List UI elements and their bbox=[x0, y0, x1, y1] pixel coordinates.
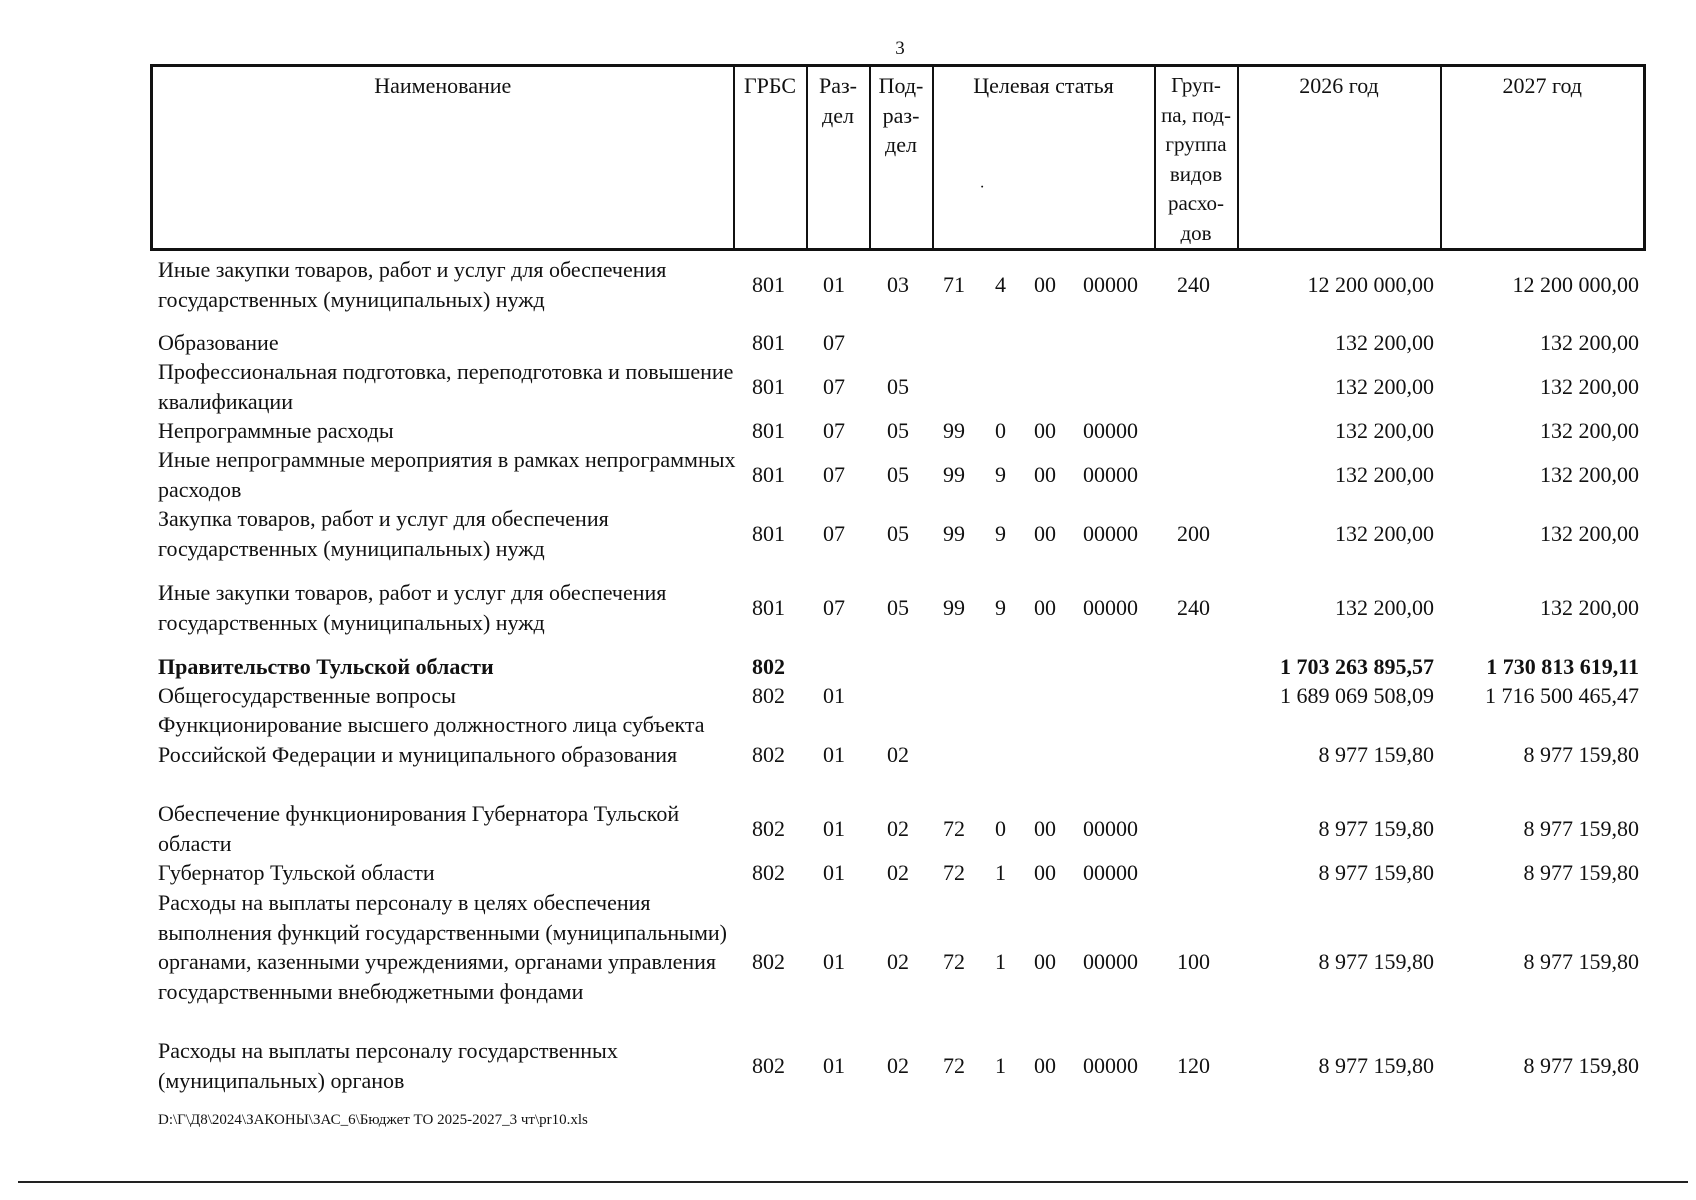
header-razdel: Раз- дел bbox=[807, 66, 870, 250]
row-name: Иные закупки товаров, работ и услуг для обеспечения государственных (муниципальных) нужд bbox=[158, 257, 667, 312]
row-group: 100 bbox=[1177, 949, 1210, 974]
row-podrazdel: 02 bbox=[887, 815, 909, 841]
row-y2026: 132 200,00 bbox=[1335, 594, 1434, 620]
row-y2026: 132 200,00 bbox=[1335, 373, 1434, 399]
row-t4: 00000 bbox=[1083, 815, 1138, 841]
row-grbs: 801 bbox=[752, 271, 785, 297]
row-y2027: 132 200,00 bbox=[1540, 520, 1639, 546]
row-razdel: 01 bbox=[823, 1052, 845, 1078]
row-razdel: 01 bbox=[823, 741, 845, 767]
row-t3: 00 bbox=[1034, 860, 1056, 885]
row-y2027: 8 977 159,80 bbox=[1523, 815, 1639, 841]
row-name: Профессиональная подготовка, переподготовка и повышение квалификации bbox=[158, 359, 734, 414]
row-y2026: 132 200,00 bbox=[1335, 520, 1434, 546]
row-y2026: 132 200,00 bbox=[1335, 461, 1434, 487]
row-name: Непрограммные расходы bbox=[158, 418, 394, 443]
row-grbs: 801 bbox=[752, 520, 785, 546]
row-grbs: 801 bbox=[752, 418, 785, 443]
header-group: Груп- па, под- группа видов расхо- дов bbox=[1155, 66, 1238, 250]
row-t1: 99 bbox=[943, 461, 965, 487]
row-y2026: 12 200 000,00 bbox=[1307, 271, 1434, 297]
header-dot: · bbox=[979, 178, 985, 196]
row-podrazdel: 02 bbox=[887, 1052, 909, 1078]
row-razdel: 07 bbox=[823, 373, 845, 399]
row-group: 240 bbox=[1177, 594, 1210, 620]
row-razdel: 01 bbox=[823, 271, 845, 297]
row-t4: 00000 bbox=[1083, 271, 1138, 297]
row-razdel: 01 bbox=[823, 949, 845, 974]
row-y2026: 8 977 159,80 bbox=[1318, 1052, 1434, 1078]
row-grbs: 801 bbox=[752, 461, 785, 487]
row-razdel: 07 bbox=[823, 594, 845, 620]
row-t3: 00 bbox=[1034, 1052, 1056, 1078]
row-y2027: 132 200,00 bbox=[1540, 373, 1639, 399]
row-name: Расходы на выплаты персоналу государственных (муниципальных) органов bbox=[158, 1038, 618, 1093]
row-grbs: 802 bbox=[752, 741, 785, 767]
row-y2026: 132 200,00 bbox=[1335, 330, 1434, 355]
row-t1: 99 bbox=[943, 520, 965, 546]
row-t3: 00 bbox=[1034, 461, 1056, 487]
row-y2027: 1 716 500 465,47 bbox=[1485, 683, 1639, 708]
row-podrazdel: 02 bbox=[887, 949, 909, 974]
row-y2026: 132 200,00 bbox=[1335, 418, 1434, 443]
row-t3: 00 bbox=[1034, 949, 1056, 974]
row-podrazdel: 05 bbox=[887, 594, 909, 620]
row-razdel: 07 bbox=[823, 330, 845, 355]
row-t2: 0 bbox=[995, 815, 1006, 841]
row-podrazdel: 05 bbox=[887, 418, 909, 443]
row-grbs: 801 bbox=[752, 330, 785, 355]
row-t4: 00000 bbox=[1083, 860, 1138, 885]
row-y2026: 1 703 263 895,57 bbox=[1280, 654, 1434, 679]
row-t4: 00000 bbox=[1083, 594, 1138, 620]
row-y2027: 1 730 813 619,11 bbox=[1486, 654, 1639, 679]
row-name: Закупка товаров, работ и услуг для обеспечения государственных (муниципальных) нужд bbox=[158, 506, 609, 561]
row-t2: 0 bbox=[995, 418, 1006, 443]
row-grbs: 802 bbox=[752, 949, 785, 974]
row-t1: 71 bbox=[943, 271, 965, 297]
row-t1: 99 bbox=[943, 594, 965, 620]
row-t2: 9 bbox=[995, 461, 1006, 487]
row-name: Расходы на выплаты персоналу в целях обеспечения выполнения функций государственными (муниципальными) органами, казенными учреждениями, органами управления государственными внебюджетными фондами bbox=[158, 890, 727, 1004]
row-razdel: 07 bbox=[823, 520, 845, 546]
row-name: Обеспечение функционирования Губернатора Тульской области bbox=[158, 801, 680, 856]
row-t4: 00000 bbox=[1083, 1052, 1138, 1078]
row-t3: 00 bbox=[1034, 418, 1056, 443]
row-t1: 72 bbox=[943, 860, 965, 885]
row-t1: 72 bbox=[943, 815, 965, 841]
row-t3: 00 bbox=[1034, 594, 1056, 620]
row-grbs: 802 bbox=[752, 860, 785, 885]
file-path: D:\Г\Д8\2024\ЗАКОНЫ\ЗАС_6\Бюджет ТО 2025-2027_3 чт\pr10.xls bbox=[158, 1112, 588, 1128]
row-name: Иные непрограммные мероприятия в рамках непрограммных расходов bbox=[158, 447, 736, 502]
header-grbs: ГРБС bbox=[734, 66, 807, 250]
row-razdel: 07 bbox=[823, 461, 845, 487]
row-y2026: 8 977 159,80 bbox=[1318, 815, 1434, 841]
row-t4: 00000 bbox=[1083, 418, 1138, 443]
row-razdel: 07 bbox=[823, 418, 845, 443]
row-t2: 4 bbox=[995, 271, 1006, 297]
row-podrazdel: 05 bbox=[887, 461, 909, 487]
row-razdel: 01 bbox=[823, 683, 845, 708]
row-y2027: 132 200,00 bbox=[1540, 461, 1639, 487]
header-2027: 2027 год bbox=[1441, 66, 1645, 250]
row-y2026: 8 977 159,80 bbox=[1318, 741, 1434, 767]
row-razdel: 01 bbox=[823, 860, 845, 885]
row-grbs: 801 bbox=[752, 373, 785, 399]
row-t2: 1 bbox=[995, 1052, 1006, 1078]
row-y2027: 132 200,00 bbox=[1540, 594, 1639, 620]
row-grbs: 802 bbox=[752, 1052, 785, 1078]
row-y2027: 12 200 000,00 bbox=[1512, 271, 1639, 297]
row-t2: 1 bbox=[995, 860, 1006, 885]
row-name: Правительство Тульской области bbox=[158, 654, 494, 679]
row-grbs: 802 bbox=[752, 654, 785, 679]
row-y2027: 8 977 159,80 bbox=[1523, 949, 1639, 974]
row-t1: 72 bbox=[943, 949, 965, 974]
row-t3: 00 bbox=[1034, 271, 1056, 297]
row-t2: 9 bbox=[995, 520, 1006, 546]
row-podrazdel: 02 bbox=[887, 741, 909, 767]
row-t3: 00 bbox=[1034, 815, 1056, 841]
header-target-label: Целевая статья bbox=[973, 73, 1114, 98]
row-podrazdel: 02 bbox=[887, 860, 909, 885]
row-y2027: 132 200,00 bbox=[1540, 330, 1639, 355]
row-y2026: 1 689 069 508,09 bbox=[1280, 683, 1434, 708]
row-name: Образование bbox=[158, 330, 279, 355]
row-y2026: 8 977 159,80 bbox=[1318, 860, 1434, 885]
row-podrazdel: 05 bbox=[887, 520, 909, 546]
row-grbs: 802 bbox=[752, 815, 785, 841]
row-t1: 72 bbox=[943, 1052, 965, 1078]
row-grbs: 802 bbox=[752, 683, 785, 708]
row-name: Функционирование высшего должностного лица субъекта Российской Федерации и муниципального образования bbox=[158, 712, 705, 767]
row-group: 120 bbox=[1177, 1052, 1210, 1078]
row-t3: 00 bbox=[1034, 520, 1056, 546]
row-t2: 1 bbox=[995, 949, 1006, 974]
row-y2026: 8 977 159,80 bbox=[1318, 949, 1434, 974]
row-y2027: 132 200,00 bbox=[1540, 418, 1639, 443]
row-group: 240 bbox=[1177, 271, 1210, 297]
row-name: Губернатор Тульской области bbox=[158, 860, 435, 885]
row-razdel: 01 bbox=[823, 815, 845, 841]
row-grbs: 801 bbox=[752, 594, 785, 620]
row-t4: 00000 bbox=[1083, 949, 1138, 974]
row-y2027: 8 977 159,80 bbox=[1523, 741, 1639, 767]
header-2026: 2026 год bbox=[1238, 66, 1441, 250]
row-t1: 99 bbox=[943, 418, 965, 443]
row-podrazdel: 05 bbox=[887, 373, 909, 399]
row-t2: 9 bbox=[995, 594, 1006, 620]
header-podrazdel: Под- раз- дел bbox=[870, 66, 933, 250]
row-t4: 00000 bbox=[1083, 461, 1138, 487]
row-t4: 00000 bbox=[1083, 520, 1138, 546]
bottom-divider bbox=[18, 1181, 1688, 1183]
header-name: Наименование bbox=[152, 66, 734, 250]
row-y2027: 8 977 159,80 bbox=[1523, 860, 1639, 885]
row-podrazdel: 03 bbox=[887, 271, 909, 297]
row-name: Общегосударственные вопросы bbox=[158, 683, 456, 708]
row-y2027: 8 977 159,80 bbox=[1523, 1052, 1639, 1078]
row-name: Иные закупки товаров, работ и услуг для обеспечения государственных (муниципальных) нужд bbox=[158, 580, 667, 635]
row-group: 200 bbox=[1177, 520, 1210, 546]
